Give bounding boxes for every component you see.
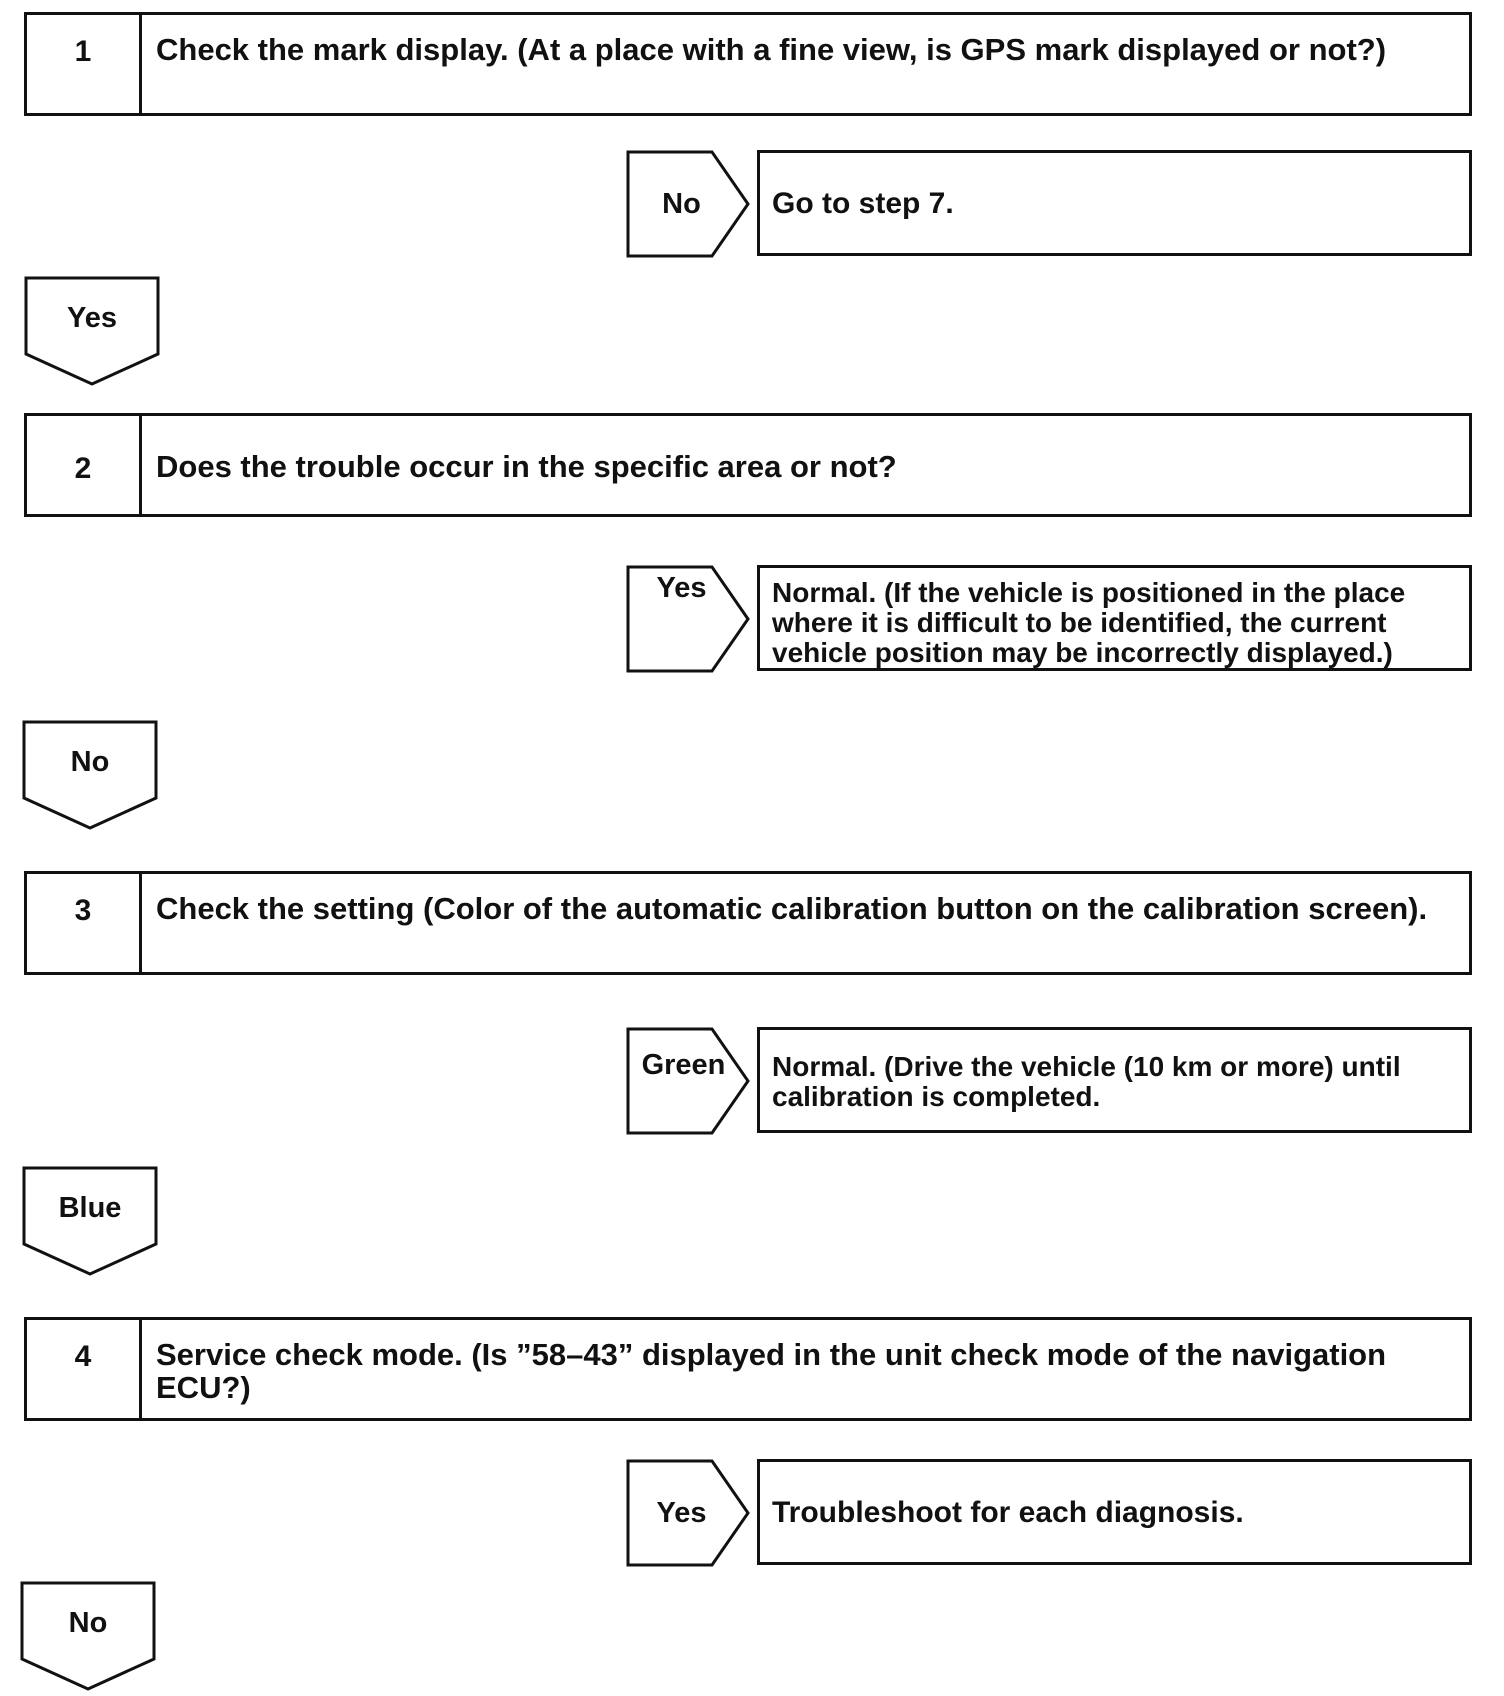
- step-number: 4: [27, 1320, 142, 1418]
- branch-label: No: [70, 746, 110, 778]
- branch-label: Blue: [58, 1192, 122, 1224]
- down-branch-arrow: [20, 1581, 156, 1691]
- result-box: Normal. (Drive the vehicle (10 km or more) until calibration is completed.: [757, 1027, 1472, 1133]
- step-3-box: [24, 871, 1472, 975]
- down-branch-arrow: [22, 1166, 158, 1276]
- step-1-box: [24, 12, 1472, 116]
- branch-label: Green: [641, 1049, 726, 1081]
- branch-label: Yes: [656, 572, 707, 604]
- step-question: Check the setting (Color of the automatic calibration button on the calibration screen).: [156, 891, 1428, 926]
- step-number: 3: [27, 874, 142, 972]
- side-branch-arrow: [626, 565, 751, 673]
- step-question: Service check mode. (Is ”58–43” displayed in the unit check mode of the navigation ECU?): [156, 1337, 1387, 1405]
- step-4-box: [24, 1317, 1472, 1421]
- branch-label: No: [68, 1607, 108, 1639]
- down-branch-arrow: [24, 276, 160, 386]
- result-box: Troubleshoot for each diagnosis.: [757, 1459, 1472, 1565]
- result-box: Go to step 7.: [757, 150, 1472, 256]
- step-number: 2: [27, 416, 142, 514]
- branch-label: Yes: [656, 1497, 707, 1529]
- branch-label: Yes: [67, 302, 117, 334]
- step-question: Check the mark display. (At a place with a fine view, is GPS mark displayed or not?): [156, 32, 1387, 67]
- side-branch-arrow: [626, 1459, 751, 1567]
- step-number: 1: [27, 15, 142, 113]
- step-question: Does the trouble occur in the specific area or not?: [156, 449, 897, 484]
- result-box: Normal. (If the vehicle is positioned in the place where it is difficult to be identified, the current vehicle position may be incorrectly displayed.): [757, 565, 1472, 671]
- step-2-box: [24, 413, 1472, 517]
- side-branch-arrow: [626, 150, 751, 258]
- branch-label: No: [662, 188, 701, 220]
- side-branch-arrow: [626, 1027, 751, 1135]
- down-branch-arrow: [22, 720, 158, 830]
